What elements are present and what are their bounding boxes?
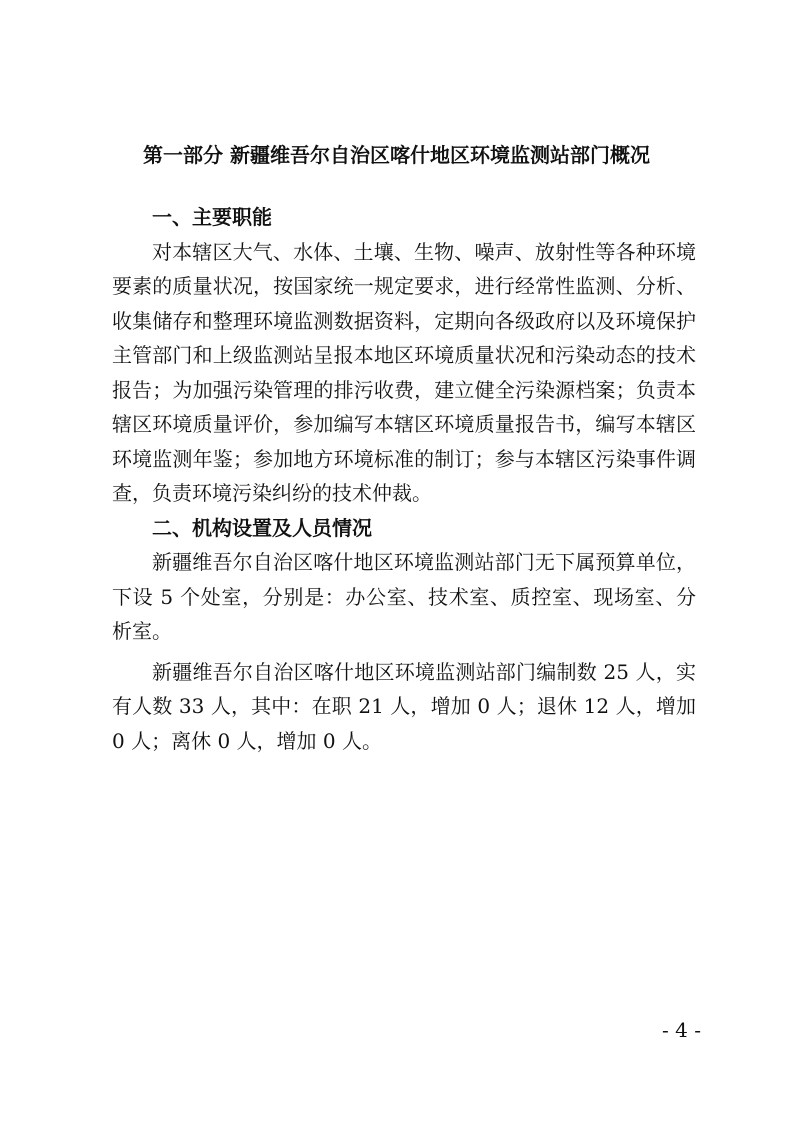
section-organization-staff xyxy=(112,511,696,759)
section-heading-main-functions: 一、主要职能 xyxy=(152,205,272,229)
document-title: 第一部分 新疆维吾尔自治区喀什地区环境监测站部门概况 xyxy=(143,143,650,167)
section-heading-organization-staff: 二、机构设置及人员情况 xyxy=(152,515,372,540)
page-number: - 4 - xyxy=(662,1018,701,1042)
paragraph-organization-structure: 新疆维吾尔自治区喀什地区环境监测站部门无下属预算单位，下设 5 个处室，分别是：办公室、技术室、质控室、现场室、分析室。 xyxy=(112,550,696,643)
paragraph-staff-numbers: 新疆维吾尔自治区喀什地区环境监测站部门编制数 25 人，实有人数 33 人，其中：在职 21 人，增加 0 人；退休 12 人，增加 0 人；离休 0 人，增加 0 人。 xyxy=(112,659,696,753)
paragraph-main-functions: 对本辖区大气、水体、土壤、生物、噪声、放射性等各种环境要素的质量状况，按国家统一规定要求，进行经常性监测、分析、收集储存和整理环境监测数据资料，定期向各级政府以及环境保护主管部门和上级监测站呈报本地区环境质量状况和污染动态的技术报告；为加强污染管理的排污收费，建立健全污染源档案；负责本辖区环境质量评价，参加编写本辖区环境质量报告书，编写本辖区环境监测年鉴；参加地方环境标准的制订；参与本辖区污染事件调查，负责环境污染纠纷的技术仲裁。 xyxy=(112,239,696,505)
document-body xyxy=(112,200,696,758)
section-main-functions xyxy=(112,200,696,511)
